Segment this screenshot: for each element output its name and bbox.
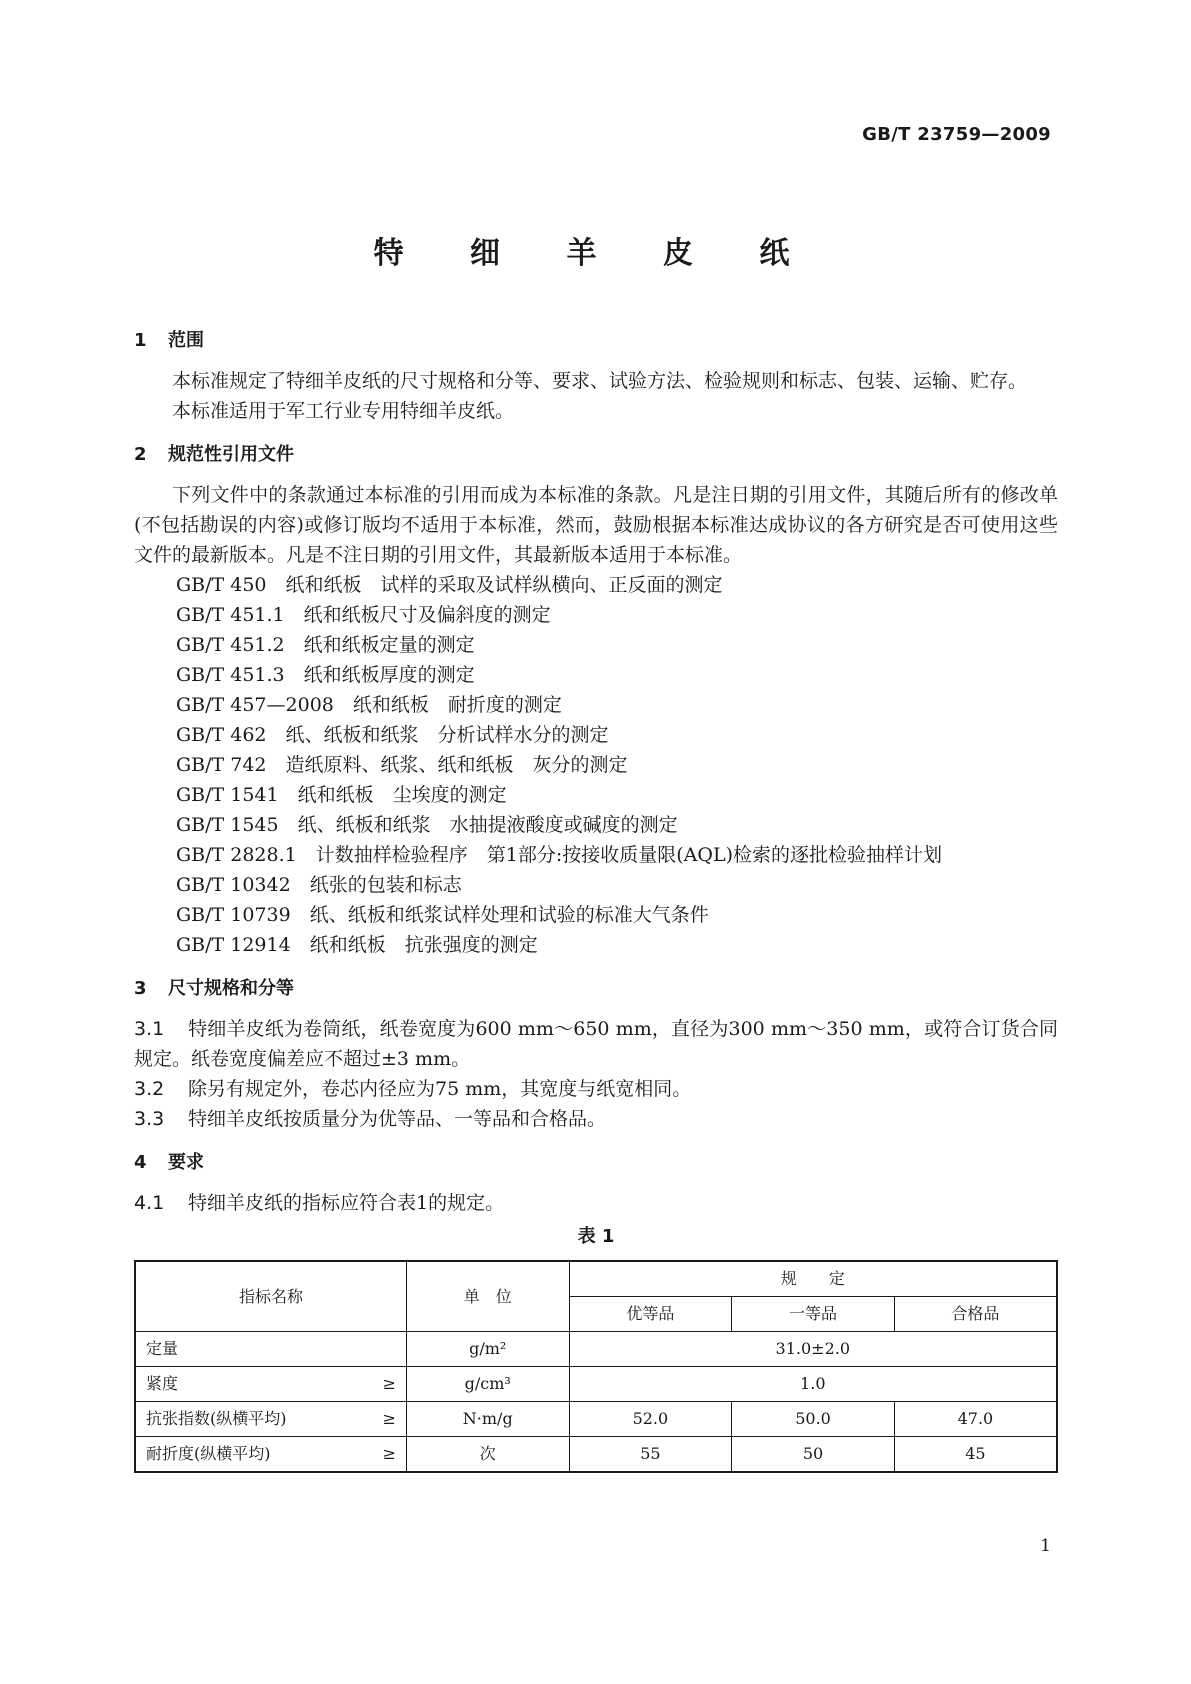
header-grade: 优等品 <box>569 1297 732 1332</box>
reference-code: GB/T 451.1 <box>176 604 285 626</box>
ge-symbol: ≥ <box>382 1409 396 1428</box>
table-row <box>135 1402 1057 1437</box>
section-title: 尺寸规格和分等 <box>168 978 294 999</box>
section-1-paragraph: 本标准适用于军工行业专用特细羊皮纸。 <box>172 400 515 422</box>
indicator-name <box>135 1332 406 1367</box>
reference-item <box>134 630 1058 660</box>
reference-code: GB/T 10739 <box>176 904 291 926</box>
reference-code: GB/T 1545 <box>176 814 279 836</box>
clause-number: 4.1 <box>134 1192 165 1214</box>
reference-list <box>134 570 1058 960</box>
clause-text: 特细羊皮纸的指标应符合表1的规定。 <box>188 1192 505 1214</box>
clause-text: 除另有规定外，卷芯内径应为75 mm，其宽度与纸宽相同。 <box>188 1078 692 1100</box>
reference-title: 纸和纸板 抗张强度的测定 <box>309 934 538 956</box>
section-number: 3 <box>134 978 147 999</box>
clause <box>134 1014 1058 1074</box>
table-header-row <box>135 1261 1057 1297</box>
header-grade: 一等品 <box>732 1297 895 1332</box>
reference-item <box>134 570 1058 600</box>
section-2-heading <box>134 440 1058 470</box>
header-unit: 单 位 <box>406 1261 569 1332</box>
section-2-intro: 下列文件中的条款通过本标准的引用而成为本标准的条款。凡是注日期的引用文件，其随后所有的修改单(不包括勘误的内容)或修订版均不适用于本标准，然而，鼓励根据本标准达成协议的各方研究是否可使用这些文件的最新版本。凡是不注日期的引用文件，其最新版本适用于本标准。 <box>134 484 1058 566</box>
reference-title: 纸和纸板定量的测定 <box>303 634 475 656</box>
reference-item <box>134 840 1058 870</box>
reference-code: GB/T 450 <box>176 574 267 596</box>
reference-item <box>134 930 1058 960</box>
value-cell: 31.0±2.0 <box>569 1332 1057 1367</box>
clause-number: 3.1 <box>134 1018 165 1040</box>
reference-title: 纸、纸板和纸浆 分析试样水分的测定 <box>285 724 609 746</box>
reference-code: GB/T 462 <box>176 724 267 746</box>
reference-title: 纸和纸板尺寸及偏斜度的测定 <box>303 604 551 626</box>
ge-symbol: ≥ <box>382 1444 396 1463</box>
reference-title: 纸和纸板 耐折度的测定 <box>352 694 562 716</box>
reference-item <box>134 870 1058 900</box>
header-grade: 合格品 <box>894 1297 1057 1332</box>
standard-number: GB/T 23759—2009 <box>862 124 1051 145</box>
section-4-heading <box>134 1148 1058 1178</box>
reference-item <box>134 750 1058 780</box>
page-number: 1 <box>1040 1536 1051 1556</box>
clause <box>134 1188 1058 1218</box>
reference-code: GB/T 451.3 <box>176 664 285 686</box>
reference-code: GB/T 12914 <box>176 934 291 956</box>
section-title: 要求 <box>168 1152 204 1173</box>
reference-title: 纸和纸板厚度的测定 <box>303 664 475 686</box>
section-number: 1 <box>134 330 147 351</box>
document-title: 特 细 羊 皮 纸 <box>373 236 818 271</box>
clause-text: 特细羊皮纸为卷筒纸，纸卷宽度为600 mm～650 mm，直径为300 mm～350 mm，或符合订货合同规定。纸卷宽度偏差应不超过±3 mm。 <box>134 1018 1058 1070</box>
header-name: 指标名称 <box>135 1261 406 1332</box>
header-spec: 规 定 <box>569 1261 1057 1297</box>
reference-code: GB/T 10342 <box>176 874 291 896</box>
reference-item <box>134 600 1058 630</box>
table-row <box>135 1367 1057 1402</box>
table-row <box>135 1332 1057 1367</box>
reference-code: GB/T 451.2 <box>176 634 285 656</box>
reference-item <box>134 660 1058 690</box>
reference-title: 造纸原料、纸浆、纸和纸板 灰分的测定 <box>285 754 628 776</box>
table-row <box>135 1437 1057 1473</box>
reference-title: 计数抽样检验程序 第1部分:按接收质量限(AQL)检索的逐批检验抽样计划 <box>315 844 942 866</box>
clause-text: 特细羊皮纸按质量分为优等品、一等品和合格品。 <box>188 1108 607 1130</box>
reference-item <box>134 720 1058 750</box>
reference-title: 纸和纸板 试样的采取及试样纵横向、正反面的测定 <box>285 574 723 596</box>
document-body <box>134 326 1058 1473</box>
reference-item <box>134 810 1058 840</box>
section-number: 2 <box>134 444 147 465</box>
value-cell: 47.0 <box>894 1402 1057 1437</box>
reference-code: GB/T 742 <box>176 754 267 776</box>
ge-symbol: ≥ <box>382 1374 396 1393</box>
table-caption: 表 1 <box>577 1226 615 1247</box>
value-cell: 1.0 <box>569 1367 1057 1402</box>
reference-code: GB/T 457—2008 <box>176 694 334 716</box>
spec-table <box>134 1260 1058 1473</box>
section-title: 范围 <box>168 330 204 351</box>
reference-code: GB/T 1541 <box>176 784 279 806</box>
reference-item <box>134 780 1058 810</box>
indicator-name <box>135 1402 406 1437</box>
value-cell: 50.0 <box>732 1402 895 1437</box>
indicator-label: 紧度 <box>146 1374 179 1393</box>
indicator-label: 定量 <box>146 1339 179 1358</box>
indicator-name <box>135 1367 406 1402</box>
reference-title: 纸、纸板和纸浆试样处理和试验的标准大气条件 <box>309 904 709 926</box>
unit-cell: 次 <box>406 1437 569 1473</box>
reference-item <box>134 900 1058 930</box>
value-cell: 45 <box>894 1437 1057 1473</box>
unit-cell: g/cm³ <box>406 1367 569 1402</box>
unit-cell: N·m/g <box>406 1402 569 1437</box>
clause <box>134 1104 1058 1134</box>
indicator-label: 抗张指数(纵横平均) <box>146 1409 287 1428</box>
section-1-heading <box>134 326 1058 356</box>
value-cell: 50 <box>732 1437 895 1473</box>
clause-number: 3.3 <box>134 1108 165 1130</box>
section-title: 规范性引用文件 <box>168 444 294 465</box>
reference-code: GB/T 2828.1 <box>176 844 297 866</box>
unit-cell: g/m² <box>406 1332 569 1367</box>
clause <box>134 1074 1058 1104</box>
reference-title: 纸、纸板和纸浆 水抽提液酸度或碱度的测定 <box>297 814 678 836</box>
clause-number: 3.2 <box>134 1078 165 1100</box>
value-cell: 52.0 <box>569 1402 732 1437</box>
indicator-name <box>135 1437 406 1473</box>
section-3-heading <box>134 974 1058 1004</box>
section-number: 4 <box>134 1152 147 1173</box>
value-cell: 55 <box>569 1437 732 1473</box>
section-1-paragraph: 本标准规定了特细羊皮纸的尺寸规格和分等、要求、试验方法、检验规则和标志、包装、运输、贮存。 <box>172 370 1028 392</box>
reference-item <box>134 690 1058 720</box>
reference-title: 纸张的包装和标志 <box>309 874 462 896</box>
indicator-label: 耐折度(纵横平均) <box>146 1444 271 1463</box>
reference-title: 纸和纸板 尘埃度的测定 <box>297 784 507 806</box>
